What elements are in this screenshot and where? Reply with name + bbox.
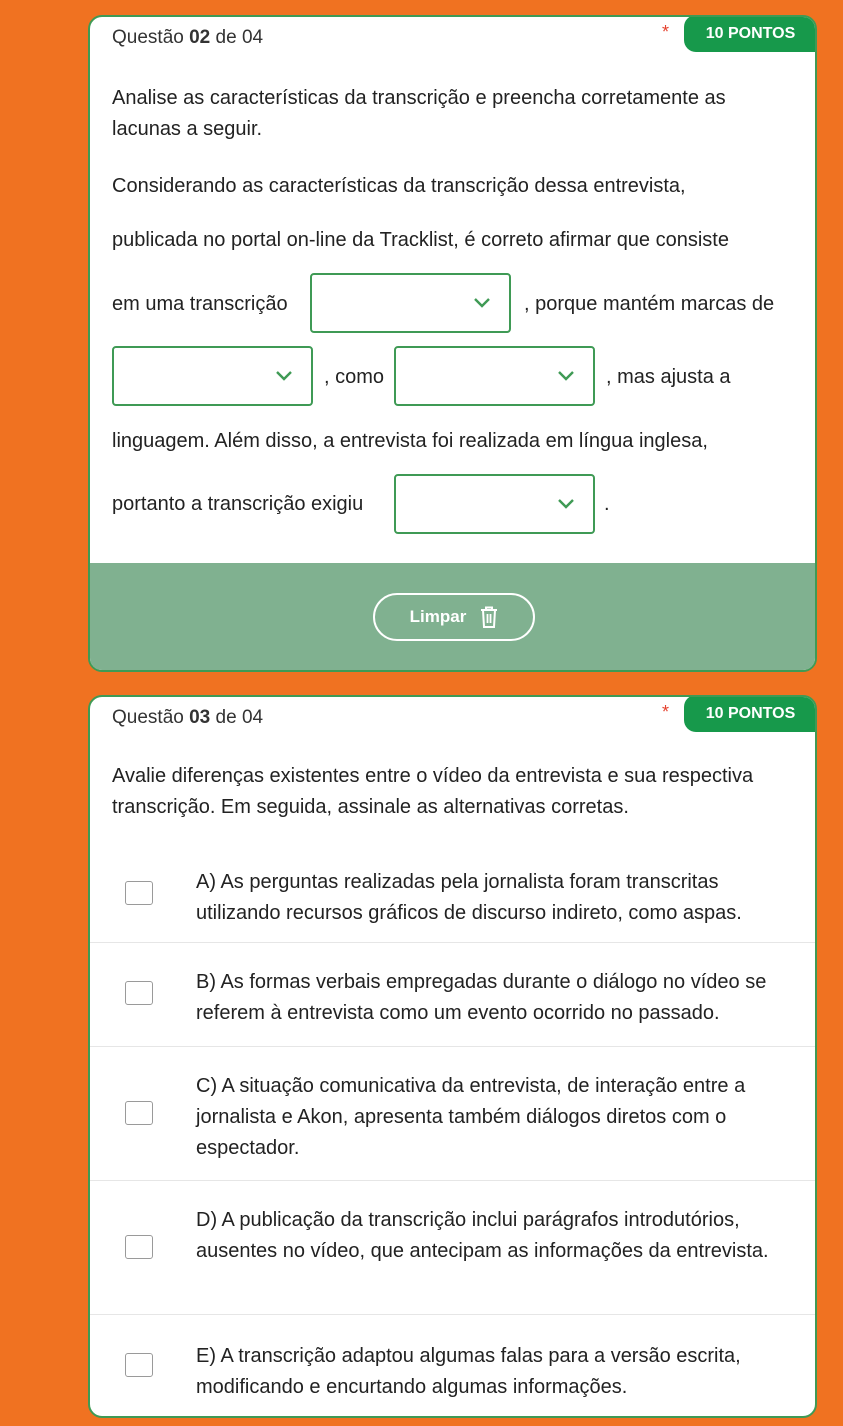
option-c[interactable] xyxy=(90,1047,815,1181)
fill-text-como: , como xyxy=(324,366,385,388)
points-badge: 10 PONTOS xyxy=(684,15,817,52)
question-label: Questão xyxy=(112,707,184,728)
question-total: de 04 xyxy=(215,27,264,48)
option-d-checkbox[interactable] xyxy=(125,1235,153,1259)
fill-text-line-3: em uma transcrição xyxy=(112,293,288,315)
question-02-card xyxy=(88,15,817,672)
option-d-text: D) A publicação da transcrição inclui parágrafos introdutórios, ausentes no vídeo, que antecipam as informações da entrevista. xyxy=(196,1209,769,1262)
question-total: de 04 xyxy=(215,707,264,728)
option-a[interactable] xyxy=(90,857,815,943)
question-header xyxy=(112,707,263,729)
trash-icon xyxy=(480,606,498,628)
chevron-down-icon xyxy=(275,370,293,382)
blank-dropdown-1[interactable] xyxy=(310,273,511,333)
option-e[interactable] xyxy=(90,1315,815,1418)
fill-text-line-3b: , porque mantém marcas de xyxy=(524,293,775,315)
fill-text-line-5: linguagem. Além disso, a entrevista foi realizada em língua inglesa, xyxy=(112,430,708,452)
blank-dropdown-4[interactable] xyxy=(394,474,595,534)
question-header xyxy=(112,27,263,49)
fill-text-line-2: publicada no portal on-line da Tracklist, é correto afirmar que consiste xyxy=(112,229,729,251)
clear-button[interactable] xyxy=(373,593,535,641)
question-prompt: Avalie diferenças existentes entre o vídeo da entrevista e sua respectiva transcrição. Em seguida, assinale as alternativas corretas. xyxy=(112,765,754,818)
question-number: 03 xyxy=(189,707,211,728)
option-a-text: A) As perguntas realizadas pela jornalista foram transcritas utilizando recursos gráficos de discurso indireto, como aspas. xyxy=(196,871,742,924)
option-b[interactable] xyxy=(90,943,815,1047)
fill-text-line-1: Considerando as características da transcrição dessa entrevista, xyxy=(112,175,686,197)
question-number: 02 xyxy=(189,27,211,48)
blank-dropdown-3[interactable] xyxy=(394,346,595,406)
question-03-card xyxy=(88,695,817,1418)
fill-text-mas-ajusta: , mas ajusta a xyxy=(606,366,731,388)
question-footer xyxy=(90,563,815,672)
question-prompt: Analise as características da transcrição e preencha corretamente as lacunas a seguir. xyxy=(112,87,726,140)
chevron-down-icon xyxy=(473,297,491,309)
question-label: Questão xyxy=(112,27,184,48)
option-e-text: E) A transcrição adaptou algumas falas para a versão escrita, modificando e encurtando algumas informações. xyxy=(196,1345,741,1398)
clear-button-label: Limpar xyxy=(409,607,467,626)
points-badge: 10 PONTOS xyxy=(684,695,817,732)
fill-text-line-6: portanto a transcrição exigiu xyxy=(112,493,364,515)
blank-dropdown-2[interactable] xyxy=(112,346,313,406)
option-c-checkbox[interactable] xyxy=(125,1101,153,1125)
required-marker: * xyxy=(662,22,670,42)
chevron-down-icon xyxy=(557,370,575,382)
chevron-down-icon xyxy=(557,498,575,510)
option-a-checkbox[interactable] xyxy=(125,881,153,905)
option-e-checkbox[interactable] xyxy=(125,1353,153,1377)
option-d[interactable] xyxy=(90,1181,815,1315)
option-b-text: B) As formas verbais empregadas durante o diálogo no vídeo se referem à entrevista como um evento ocorrido no passado. xyxy=(196,971,767,1024)
required-marker: * xyxy=(662,702,670,722)
option-c-text: C) A situação comunicativa da entrevista, de interação entre a jornalista e Akon, apresenta também diálogos diretos com o espectador. xyxy=(196,1075,746,1159)
fill-text-period: . xyxy=(604,493,610,515)
option-b-checkbox[interactable] xyxy=(125,981,153,1005)
